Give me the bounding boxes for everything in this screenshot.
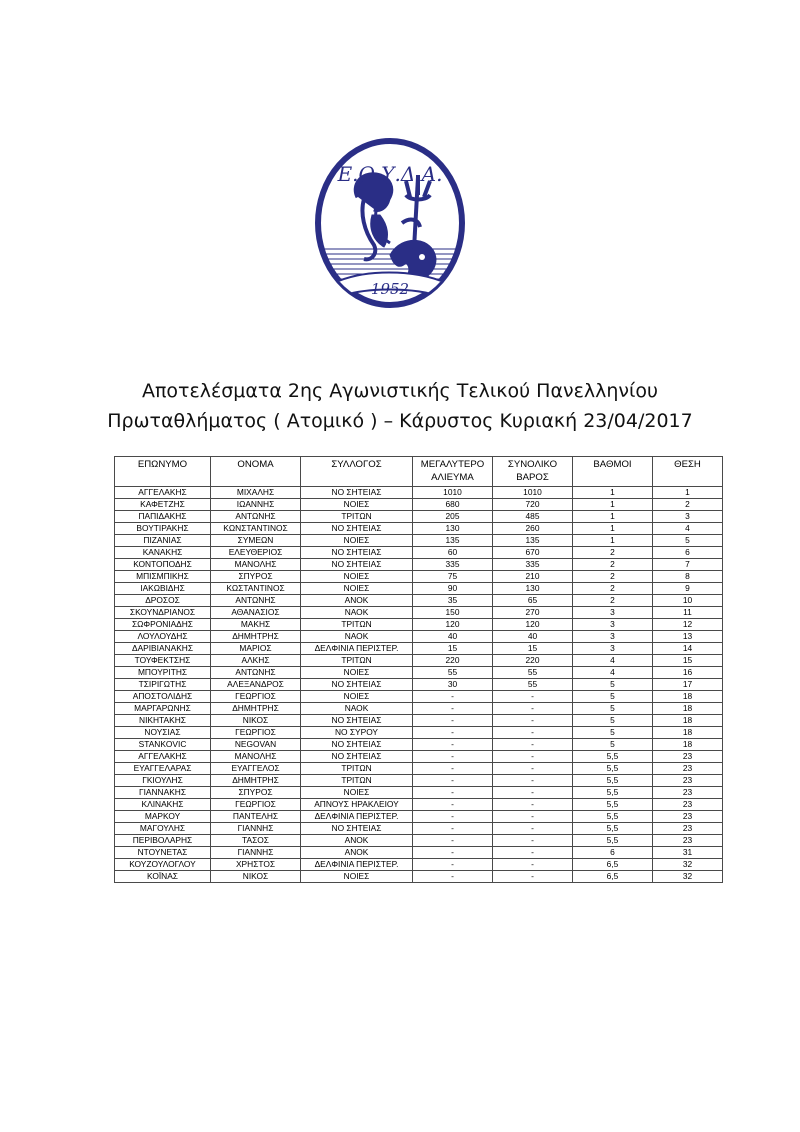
- table-cell: -: [493, 871, 573, 883]
- table-cell: 2: [573, 595, 653, 607]
- table-cell: 55: [413, 667, 493, 679]
- table-cell: 135: [413, 535, 493, 547]
- table-cell: -: [493, 691, 573, 703]
- table-cell: 5,5: [573, 751, 653, 763]
- table-cell: NEGOVAN: [211, 739, 301, 751]
- table-cell: ΑΓΓΕΛΑΚΗΣ: [115, 487, 211, 499]
- table-cell: 120: [413, 619, 493, 631]
- table-cell: 120: [493, 619, 573, 631]
- column-header: ΟΝΟΜΑ: [211, 457, 301, 487]
- table-cell: -: [413, 739, 493, 751]
- table-row: [115, 727, 723, 739]
- table-cell: ΝΟ ΣΗΤΕΙΑΣ: [301, 751, 413, 763]
- table-cell: ΔΕΛΦΙΝΙΑ ΠΕΡΙΣΤΕΡ.: [301, 859, 413, 871]
- table-row: [115, 655, 723, 667]
- table-cell: ΒΟΥΤΙΡΑΚΗΣ: [115, 523, 211, 535]
- table-row: [115, 847, 723, 859]
- column-header: ΘΕΣΗ: [653, 457, 723, 487]
- table-cell: ΑΓΓΕΛΑΚΗΣ: [115, 751, 211, 763]
- table-cell: ΝΟ ΣΗΤΕΙΑΣ: [301, 523, 413, 535]
- table-row: [115, 703, 723, 715]
- table-cell: STANKOVIC: [115, 739, 211, 751]
- table-cell: ΜΠΙΣΜΠΙΚΗΣ: [115, 571, 211, 583]
- table-cell: 35: [413, 595, 493, 607]
- table-cell: 6: [573, 847, 653, 859]
- table-cell: 23: [653, 763, 723, 775]
- table-cell: ΣΚΟΥΝΔΡΙΑΝΟΣ: [115, 607, 211, 619]
- table-row: [115, 667, 723, 679]
- table-cell: 1: [653, 487, 723, 499]
- table-cell: -: [493, 751, 573, 763]
- table-cell: -: [413, 847, 493, 859]
- table-cell: 75: [413, 571, 493, 583]
- table-cell: ΝΙΚΟΣ: [211, 715, 301, 727]
- table-cell: ΤΟΥΦΕΚΤΣΗΣ: [115, 655, 211, 667]
- table-cell: ΝΟΙΕΣ: [301, 667, 413, 679]
- results-table: [114, 456, 723, 883]
- table-cell: -: [493, 763, 573, 775]
- table-cell: 4: [573, 655, 653, 667]
- table-cell: 14: [653, 643, 723, 655]
- table-cell: ΜΑΓΟΥΛΗΣ: [115, 823, 211, 835]
- table-cell: -: [493, 739, 573, 751]
- table-body: [115, 487, 723, 883]
- table-cell: 5,5: [573, 787, 653, 799]
- table-cell: -: [413, 823, 493, 835]
- table-cell: 5: [573, 691, 653, 703]
- table-cell: ΕΥΑΓΓΕΛΑΡΑΣ: [115, 763, 211, 775]
- table-cell: ΓΙΑΝΝΑΚΗΣ: [115, 787, 211, 799]
- table-cell: -: [413, 775, 493, 787]
- table-cell: -: [413, 859, 493, 871]
- table-cell: ΝΟΙΕΣ: [301, 535, 413, 547]
- table-cell: -: [413, 751, 493, 763]
- table-cell: ΔΕΛΦΙΝΙΑ ΠΕΡΙΣΤΕΡ.: [301, 811, 413, 823]
- table-cell: 3: [653, 511, 723, 523]
- table-cell: ΜΙΧΑΛΗΣ: [211, 487, 301, 499]
- table-cell: ΑΛΚΗΣ: [211, 655, 301, 667]
- table-cell: 205: [413, 511, 493, 523]
- table-cell: ΝΟ ΣΗΤΕΙΑΣ: [301, 559, 413, 571]
- table-row: [115, 715, 723, 727]
- table-cell: 210: [493, 571, 573, 583]
- table-cell: ΜΑΝΟΛΗΣ: [211, 751, 301, 763]
- table-cell: -: [493, 835, 573, 847]
- table-cell: ΝΟ ΣΥΡΟΥ: [301, 727, 413, 739]
- table-cell: ΤΣΙΡΙΓΩΤΗΣ: [115, 679, 211, 691]
- table-cell: ΓΚΙΟΥΛΗΣ: [115, 775, 211, 787]
- table-cell: 5,5: [573, 811, 653, 823]
- table-cell: -: [413, 871, 493, 883]
- table-cell: ΚΑΦΕΤΖΗΣ: [115, 499, 211, 511]
- document-title: [0, 376, 800, 436]
- table-cell: ΚΟΪΝΑΣ: [115, 871, 211, 883]
- table-cell: 15: [413, 643, 493, 655]
- table-cell: 220: [493, 655, 573, 667]
- table-row: [115, 607, 723, 619]
- table-cell: 23: [653, 823, 723, 835]
- table-cell: 5,5: [573, 799, 653, 811]
- table-cell: 2: [653, 499, 723, 511]
- table-cell: -: [493, 775, 573, 787]
- table-cell: ΜΑΡΚΟΥ: [115, 811, 211, 823]
- table-cell: 1010: [413, 487, 493, 499]
- table-cell: 4: [573, 667, 653, 679]
- table-cell: 30: [413, 679, 493, 691]
- table-cell: 1: [573, 523, 653, 535]
- table-cell: ΚΛΙΝΑΚΗΣ: [115, 799, 211, 811]
- table-cell: 6,5: [573, 871, 653, 883]
- table-cell: ΓΕΩΡΓΙΟΣ: [211, 727, 301, 739]
- table-cell: -: [413, 787, 493, 799]
- table-cell: 5: [573, 679, 653, 691]
- table-cell: ΑΠΟΣΤΟΛΙΔΗΣ: [115, 691, 211, 703]
- table-cell: 5: [573, 739, 653, 751]
- column-header: ΜΕΓΑΛΥΤΕΡΟ ΑΛΙΕΥΜΑ: [413, 457, 493, 487]
- table-cell: ΣΥΜΕΩΝ: [211, 535, 301, 547]
- table-cell: 2: [573, 547, 653, 559]
- table-cell: -: [413, 703, 493, 715]
- table-cell: 5: [573, 727, 653, 739]
- table-row: [115, 823, 723, 835]
- table-cell: 485: [493, 511, 573, 523]
- table-cell: 11: [653, 607, 723, 619]
- table-cell: 220: [413, 655, 493, 667]
- table-row: [115, 799, 723, 811]
- table-cell: ΤΡΙΤΩΝ: [301, 655, 413, 667]
- table-cell: 18: [653, 739, 723, 751]
- table-cell: ΤΑΣΟΣ: [211, 835, 301, 847]
- table-cell: 55: [493, 679, 573, 691]
- table-cell: ΝΙΚΟΣ: [211, 871, 301, 883]
- table-cell: ΔΕΛΦΙΝΙΑ ΠΕΡΙΣΤΕΡ.: [301, 643, 413, 655]
- table-cell: 18: [653, 715, 723, 727]
- title-line-2: Πρωταθλήματος ( Ατομικό ) – Κάρυστος Κυριακή 23/04/2017: [107, 410, 693, 432]
- table-cell: 8: [653, 571, 723, 583]
- table-cell: ΚΟΝΤΟΠΟΔΗΣ: [115, 559, 211, 571]
- table-cell: 260: [493, 523, 573, 535]
- table-cell: 2: [573, 571, 653, 583]
- table-cell: ΓΙΑΝΝΗΣ: [211, 823, 301, 835]
- table-cell: ΝΟΙΕΣ: [301, 499, 413, 511]
- column-header: ΕΠΩΝΥΜΟ: [115, 457, 211, 487]
- table-cell: 12: [653, 619, 723, 631]
- table-cell: ΠΕΡΙΒΟΛΑΡΗΣ: [115, 835, 211, 847]
- table-cell: ΠΑΠΙΔΑΚΗΣ: [115, 511, 211, 523]
- table-cell: 5,5: [573, 763, 653, 775]
- table-cell: ΜΑΝΟΛΗΣ: [211, 559, 301, 571]
- table-cell: 13: [653, 631, 723, 643]
- table-cell: 23: [653, 775, 723, 787]
- table-cell: ΧΡΗΣΤΟΣ: [211, 859, 301, 871]
- table-cell: ΓΕΩΡΓΙΟΣ: [211, 691, 301, 703]
- club-logo: [314, 137, 466, 309]
- table-cell: ΔΗΜΗΤΡΗΣ: [211, 703, 301, 715]
- table-cell: 23: [653, 835, 723, 847]
- table-cell: 23: [653, 811, 723, 823]
- table-cell: ΝΑΟΚ: [301, 631, 413, 643]
- table-row: [115, 679, 723, 691]
- table-cell: 90: [413, 583, 493, 595]
- table-cell: ΝΟ ΣΗΤΕΙΑΣ: [301, 547, 413, 559]
- table-cell: 17: [653, 679, 723, 691]
- table-cell: -: [413, 727, 493, 739]
- table-cell: ΑΘΑΝΑΣΙΟΣ: [211, 607, 301, 619]
- table-row: [115, 691, 723, 703]
- logo-text: Ε.Ο.Υ.Δ.Α.: [337, 162, 443, 186]
- table-cell: ΕΛΕΥΘΕΡΙΟΣ: [211, 547, 301, 559]
- table-cell: 670: [493, 547, 573, 559]
- table-cell: ΝΟΙΕΣ: [301, 871, 413, 883]
- table-cell: ΤΡΙΤΩΝ: [301, 619, 413, 631]
- table-cell: ΚΟΥΖΟΥΛΟΓΛΟΥ: [115, 859, 211, 871]
- table-cell: 335: [413, 559, 493, 571]
- table-cell: ΝΟ ΣΗΤΕΙΑΣ: [301, 679, 413, 691]
- table-cell: 1010: [493, 487, 573, 499]
- table-cell: ΓΙΑΝΝΗΣ: [211, 847, 301, 859]
- table-cell: -: [493, 727, 573, 739]
- table-cell: 40: [413, 631, 493, 643]
- table-cell: ΜΑΡΙΟΣ: [211, 643, 301, 655]
- table-cell: -: [413, 835, 493, 847]
- table-cell: 3: [573, 631, 653, 643]
- table-cell: 65: [493, 595, 573, 607]
- table-cell: ΔΗΜΗΤΡΗΣ: [211, 775, 301, 787]
- table-cell: -: [493, 823, 573, 835]
- table-cell: 720: [493, 499, 573, 511]
- table-cell: ΣΠΥΡΟΣ: [211, 571, 301, 583]
- table-cell: 2: [573, 559, 653, 571]
- table-cell: 5: [653, 535, 723, 547]
- table-cell: ΑΠΝΟΥΣ ΗΡΑΚΛΕΙΟΥ: [301, 799, 413, 811]
- table-cell: ΔΡΟΣΟΣ: [115, 595, 211, 607]
- table-cell: ΝΙΚΗΤΑΚΗΣ: [115, 715, 211, 727]
- table-cell: 4: [653, 523, 723, 535]
- table-cell: ΝΟΙΕΣ: [301, 691, 413, 703]
- table-cell: 1: [573, 499, 653, 511]
- table-row: [115, 583, 723, 595]
- table-cell: ΠΙΖΑΝΙΑΣ: [115, 535, 211, 547]
- logo-year: 1952: [370, 280, 410, 298]
- table-cell: 6: [653, 547, 723, 559]
- table-cell: 23: [653, 787, 723, 799]
- table-cell: 18: [653, 703, 723, 715]
- table-cell: 3: [573, 607, 653, 619]
- table-cell: 5,5: [573, 835, 653, 847]
- table-cell: 6,5: [573, 859, 653, 871]
- table-cell: ΔΑΡΙΒΙΑΝΑΚΗΣ: [115, 643, 211, 655]
- column-header: ΒΑΘΜΟΙ: [573, 457, 653, 487]
- table-cell: 60: [413, 547, 493, 559]
- table-row: [115, 751, 723, 763]
- table-cell: 15: [653, 655, 723, 667]
- table-cell: -: [493, 715, 573, 727]
- table-cell: 2: [573, 583, 653, 595]
- table-cell: ΑΝΤΩΝΗΣ: [211, 595, 301, 607]
- table-row: [115, 811, 723, 823]
- table-cell: ΚΩΣΤΑΝΤΙΝΟΣ: [211, 583, 301, 595]
- table-cell: ΑΛΕΞΑΝΔΡΟΣ: [211, 679, 301, 691]
- table-row: [115, 571, 723, 583]
- table-cell: ΑΝΤΩΝΗΣ: [211, 511, 301, 523]
- table-cell: ΝΟΙΕΣ: [301, 787, 413, 799]
- column-header: ΣΥΛΛΟΓΟΣ: [301, 457, 413, 487]
- table-cell: ΝΟ ΣΗΤΕΙΑΣ: [301, 715, 413, 727]
- table-cell: ΕΥΑΓΓΕΛΟΣ: [211, 763, 301, 775]
- table-cell: ΤΡΙΤΩΝ: [301, 775, 413, 787]
- table-cell: ΤΡΙΤΩΝ: [301, 511, 413, 523]
- table-cell: 55: [493, 667, 573, 679]
- table-header-row: [115, 457, 723, 487]
- table-cell: ΑΝΤΩΝΗΣ: [211, 667, 301, 679]
- table-cell: 5,5: [573, 823, 653, 835]
- table-cell: 32: [653, 859, 723, 871]
- table-cell: ΝΟΙΕΣ: [301, 583, 413, 595]
- table-cell: 270: [493, 607, 573, 619]
- table-cell: ΙΩΑΝΝΗΣ: [211, 499, 301, 511]
- table-cell: 23: [653, 751, 723, 763]
- table-cell: 15: [493, 643, 573, 655]
- table-cell: ΜΑΚΗΣ: [211, 619, 301, 631]
- table-cell: ΜΠΟΥΡΙΤΗΣ: [115, 667, 211, 679]
- table-cell: ΛΟΥΛΟΥΔΗΣ: [115, 631, 211, 643]
- table-cell: ΚΑΝΑΚΗΣ: [115, 547, 211, 559]
- table-cell: ΝΑΟΚ: [301, 703, 413, 715]
- table-row: [115, 739, 723, 751]
- column-header: ΣΥΝΟΛΙΚΟ ΒΑΡΟΣ: [493, 457, 573, 487]
- table-cell: ΝΟΥΣΙΑΣ: [115, 727, 211, 739]
- table-cell: -: [493, 859, 573, 871]
- table-row: [115, 523, 723, 535]
- table-cell: -: [413, 763, 493, 775]
- table-cell: 18: [653, 691, 723, 703]
- table-cell: 335: [493, 559, 573, 571]
- table-cell: ΝΟ ΣΗΤΕΙΑΣ: [301, 487, 413, 499]
- table-row: [115, 547, 723, 559]
- table-cell: 10: [653, 595, 723, 607]
- table-cell: -: [493, 847, 573, 859]
- table-cell: -: [493, 787, 573, 799]
- table-cell: -: [493, 811, 573, 823]
- table-row: [115, 511, 723, 523]
- table-cell: ΣΠΥΡΟΣ: [211, 787, 301, 799]
- table-cell: 7: [653, 559, 723, 571]
- table-row: [115, 619, 723, 631]
- table-row: [115, 559, 723, 571]
- table-cell: ΔΗΜΗΤΡΗΣ: [211, 631, 301, 643]
- table-cell: 1: [573, 487, 653, 499]
- title-line-1: Αποτελέσματα 2ης Αγωνιστικής Τελικού Πανελληνίου: [141, 380, 659, 402]
- table-cell: 18: [653, 727, 723, 739]
- table-cell: ΑΝΟΚ: [301, 847, 413, 859]
- table-row: [115, 763, 723, 775]
- table-cell: -: [413, 691, 493, 703]
- table-cell: 5: [573, 715, 653, 727]
- table-row: [115, 631, 723, 643]
- table-cell: ΚΩΝΣΤΑΝΤΙΝΟΣ: [211, 523, 301, 535]
- table-cell: 23: [653, 799, 723, 811]
- table-cell: -: [413, 811, 493, 823]
- table-cell: ΝΤΟΥΝΕΤΑΣ: [115, 847, 211, 859]
- table-cell: 32: [653, 871, 723, 883]
- table-cell: -: [413, 715, 493, 727]
- table-row: [115, 487, 723, 499]
- table-cell: 150: [413, 607, 493, 619]
- table-cell: 9: [653, 583, 723, 595]
- table-row: [115, 859, 723, 871]
- table-cell: ΣΩΦΡΟΝΙΑΔΗΣ: [115, 619, 211, 631]
- table-cell: 680: [413, 499, 493, 511]
- table-cell: ΤΡΙΤΩΝ: [301, 763, 413, 775]
- table-row: [115, 499, 723, 511]
- table-cell: 135: [493, 535, 573, 547]
- table-row: [115, 835, 723, 847]
- table-cell: ΝΟ ΣΗΤΕΙΑΣ: [301, 739, 413, 751]
- table-cell: 130: [413, 523, 493, 535]
- table-row: [115, 775, 723, 787]
- table-cell: 130: [493, 583, 573, 595]
- table-cell: ΠΑΝΤΕΛΗΣ: [211, 811, 301, 823]
- table-cell: 5: [573, 703, 653, 715]
- table-cell: -: [493, 703, 573, 715]
- table-cell: ΝΑΟΚ: [301, 607, 413, 619]
- table-cell: 1: [573, 535, 653, 547]
- table-cell: -: [413, 799, 493, 811]
- table-cell: 31: [653, 847, 723, 859]
- table-cell: ΑΝΟΚ: [301, 835, 413, 847]
- table-cell: 5,5: [573, 775, 653, 787]
- table-cell: 1: [573, 511, 653, 523]
- table-cell: ΜΑΡΓΑΡΩΝΗΣ: [115, 703, 211, 715]
- table-row: [115, 535, 723, 547]
- table-row: [115, 643, 723, 655]
- table-cell: ΝΟ ΣΗΤΕΙΑΣ: [301, 823, 413, 835]
- table-cell: ΝΟΙΕΣ: [301, 571, 413, 583]
- table-cell: 3: [573, 619, 653, 631]
- table-row: [115, 595, 723, 607]
- table-cell: ΑΝΟΚ: [301, 595, 413, 607]
- table-cell: ΙΑΚΩΒΙΔΗΣ: [115, 583, 211, 595]
- table-cell: 40: [493, 631, 573, 643]
- table-row: [115, 787, 723, 799]
- table-cell: ΓΕΩΡΓΙΟΣ: [211, 799, 301, 811]
- table-cell: 3: [573, 643, 653, 655]
- table-cell: -: [493, 799, 573, 811]
- table-row: [115, 871, 723, 883]
- table-cell: 16: [653, 667, 723, 679]
